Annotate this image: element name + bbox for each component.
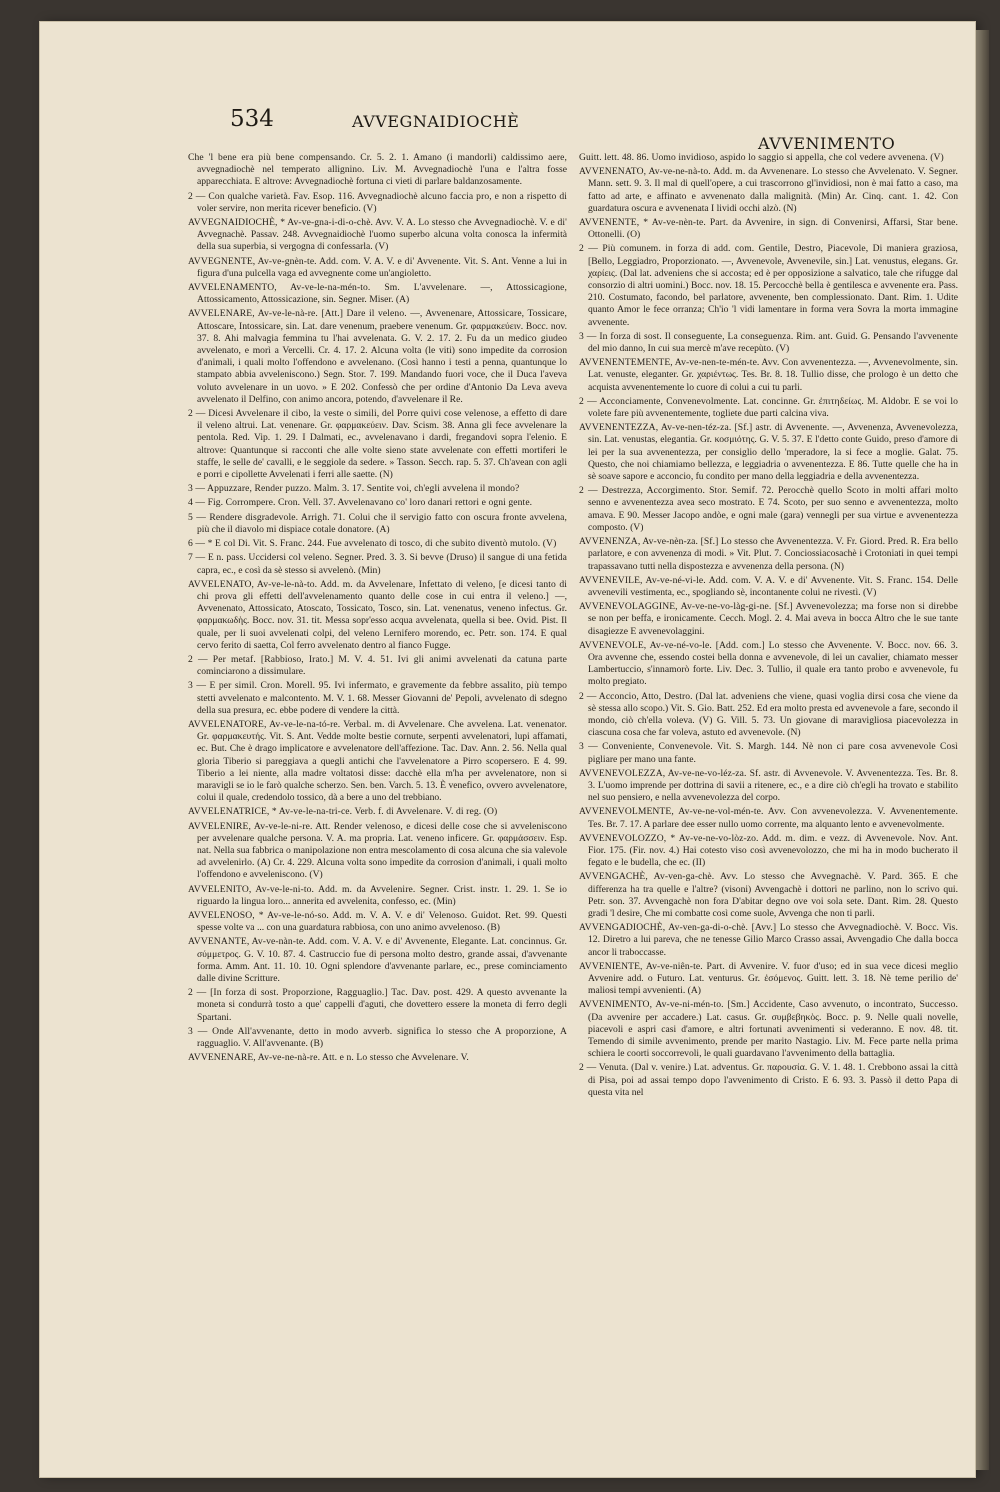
dictionary-entry: AVVENGACHÈ, Av-ven-ga-chè. Avv. Lo stesso che Avvegnachè. V. Pard. 365. E che differenza ha tra quelle e l'altre? (visoni) Avvengachè i dottori ne parlino, non lo scrivo qui. Petr. son. 37. Avvengachè non fora D'abitar degno ove voi sola sete. Dant. Rim. 28. Questo gradi 'l desire, Che mi combatte così come suole, Avvenga che non ti parli. (579, 871, 958, 919)
dictionary-entry: AVVENEVILE, Av-ve-né-vi-le. Add. com. V. A. V. e di' Avvenente. Vit. S. Franc. 154. Delle avvenevili vestimenta, ec., spogliando sè, incontanente colui ne rivestì. (V) (579, 574, 958, 598)
dictionary-entry: AVVENEVOLOZZO, * Av-ve-ne-vo-lòz-zo. Add. m. dim. e vezz. di Avvenevole. Nov. Ant. Fior. 175. (Fir. nov. 4.) Hai cotesto viso così avvenevolozzo, che mi ha in modo bucherato il fegato e le budella, che ec. (II) (579, 832, 958, 869)
dictionary-entry: AVVELENITO, Av-ve-le-ni-to. Add. m. da Avvelenire. Segner. Crist. instr. 1. 29. 1. Se io riguardo la lingua loro... annerita ed avvelenita, confesso, ec. (Min) (188, 883, 567, 907)
dictionary-entry: AVVENIMENTO, Av-ve-ni-mén-to. [Sm.] Accidente, Caso avvenuto, o incontrato, Successo. (Da avvenire per accadere.) Lat. casus. Gr. συμβεβηκὸς. Bocc. p. 9. Nelle quali novelle, piacevoli e aspri casi d'amore, e altri fortunati avvenimenti si vederanno. E nov. 48. tit. Temendo di simile avvenimento, prende per marito Nastagio. Liv. M. Fece parte nella prima schiera le coorti soccorrevoli, le quali guardavano l'avvenimento della battaglia. (579, 999, 958, 1060)
dictionary-entry: AVVELENATORE, Av-ve-le-na-tó-re. Verbal. m. di Avvelenare. Che avvelena. Lat. venenator. Gr. φαρμακευτής. Vit. S. Ant. Vedde molte bestie cornute, serpenti avvelenatori, lupi affamati, ec. But. Che è drago implicatore e avvelenatore dell'affezione. Tac. Dav. Ann. 2. 56. Nella qual gloria Tiberio si pareggiava a quegli antichi che l'avvelenatore a Pirro scopersero. E 4. 99. Tiberio a lei niente, alla madre voltatosi disse: dacchè ella m'ha per avvelenatore, non si maravigli se io le farò qualche scherzo. Sen. ben. Varch. 5. 13. È venefico, ovvero avvelenatore, colui il quale, credendolo tossico, dà a bere a uno del trebbiano. (188, 718, 567, 804)
dictionary-entry: 2 — Con qualche varietà. Fav. Esop. 116. Avvegnadiochè alcuno faccia pro, e non a rispetto di voler servire, non merita ricever beneficio. (V) (188, 190, 567, 214)
dictionary-entry: AVVEGNAIDIOCHÈ, * Av-ve-gna-i-di-o-chè. Avv. V. A. Lo stesso che Avvegnadiochè. V. e di' Avvegnachè. Passav. 248. Avvegnaidiochè l'uomo superbo alcuna volta conosca la infermità della sua superbia, si vergogna di confessarla. (V) (188, 217, 567, 253)
dictionary-entry: AVVENENZA, Av-ve-nèn-za. [Sf.] Lo stesso che Avvenentezza. V. Fr. Giord. Pred. R. Era bello parlatore, e con avvenenza di modi. » Vit. Plut. 7. Conciossiacosachè i Crotoniati in quei tempi trapassavano tutti nella dispostezza e avvenenza della persona. (N) (579, 536, 958, 572)
dictionary-entry: 3 — In forza di sost. Il conseguente, La conseguenza. Rim. ant. Guid. G. Pensando l'avvenente del mio danno, In cui sua mercè m'ave recepùto. (V) (579, 330, 958, 355)
dictionary-entry: AVVEGNENTE, Av-ve-gnèn-te. Add. com. V. A. V. e di' Avvenente. Vit. S. Ant. Venne a lui in figura d'una pulcella vaga ed avvegnente come un'angioletto. (188, 255, 567, 279)
dictionary-entry: 3 — Appuzzare, Render puzzo. Malm. 3. 17. Sentite voi, ch'egli avvelena il mondo? (188, 483, 520, 495)
right-column (579, 152, 958, 1462)
dictionary-entry: AVVELENATO, Av-ve-le-nà-to. Add. m. da Avvelenare, Infettato di veleno, [e dicesi tanto di chi prova gli effetti dell'avvelenamento quanto delle cose in cui entra il veleno.] —, Avvenenato, Attossicato, Atoscato, Tossicato, Tosco, sin. Lat. venenatus, veneno infectus. Gr. φαρμακωδὴς. Bocc. nov. 31. tit. Messa sopr'esso acqua avvelenata, quella si bee. Ovid. Pist. Il quale, per li suoi avvelenati colpi, del veleno Lernifero morendo, ec. Petr. son. 174. E qual cervo ferito di saetta, Col ferro avvelenato dentro al fianco Fugge. (188, 578, 567, 651)
dictionary-entry: AVVENEVOLEZZA, Av-ve-ne-vo-léz-za. Sf. astr. di Avvenevole. V. Avvenentezza. Tes. Br. 8. 3. L'uomo imprende per dottrina di savii a ritenere, ec., e a dire ciò ch'egli ha trovato e stabilito nel suo pensiero, e nella avvenevolezza del corpo. (579, 767, 958, 804)
dictionary-entry: 2 — [In forza di sost. Proporzione, Ragguaglio.] Tac. Dav. post. 429. A questo avvenante la moneta si condurrà tosto a que' cappelli d'aguti, che dovettero essere la moneta di ferro degli Spartani. (188, 987, 567, 1023)
dictionary-entry: 2 — Per metaf. [Rabbioso, Irato.] M. V. 4. 51. Ivi gli animi avvelenati da catuna parte cominciarono a dissimulare. (188, 653, 567, 678)
dictionary-entry: Guitt. lett. 48. 86. Uomo invidioso, aspido lo saggio si appella, che col vedere avvenena. (V) (579, 152, 944, 163)
dictionary-entry: AVVENENTE, * Av-ve-nèn-te. Part. da Avvenire, in sign. di Convenirsi, Affarsi, Star bene. Ottonelli. (O) (579, 217, 958, 241)
dictionary-entry: AVVELENOSO, * Av-ve-le-nó-so. Add. m. V. A. V. e di' Velenoso. Guidot. Ret. 99. Questi spesse volte va ... con una guardatura rabbiosa, con uno animo avvelenoso. (B) (188, 909, 567, 934)
dictionary-entry: 4 — Fig. Corrompere. Cron. Vell. 37. Avvelenavano co' loro danari rettori e ogni gente. (188, 497, 533, 509)
dictionary-entry: 2 — Acconcio, Atto, Destro. (Dal lat. adveniens che viene, quasi voglia dirsi cosa che viene da sè stessa allo scopo.) Vit. S. Gio. Batt. 252. Ed era molto presta ed avvenevole a fare, secondo il mondo, ciò ch'ella voleva. (V) G. Vill. 5. 73. Un giovane di maravigliosa piacevolezza in ciascuna cosa che far voleva, astuto ed avvenevole. (N) (579, 690, 958, 739)
page-number: 534 (230, 106, 274, 132)
dictionary-entry: AVVENGADIOCHÈ, Av-ven-ga-di-o-chè. [Avv.] Lo stesso che Avvegnadiochè. V. Bocc. Vis. 12. Diretro a lui pareva, che ne tenesse Gilio Marco Crasso assai, Avvengadio Che dalla bocca ancor li traboccasse. (579, 922, 958, 958)
dictionary-entry: AVVENENARE, Av-ve-ne-nà-re. Att. e n. Lo stesso che Avvelenare. V. (188, 1052, 469, 1064)
dictionary-entry: AVVELENAMENTO, Av-ve-le-na-mén-to. Sm. L'avvelenare. —, Attossicagione, Attossicamento, Attossicazione, sin. Segner. Miser. (A) (188, 282, 567, 306)
dictionary-entry: AVVENENTEMENTE, Av-ve-nen-te-mén-te. Avv. Con avvenentezza. —, Avvenevolmente, sin. Lat. venuste, eleganter. Gr. χαριέντως. Tes. Br. 8. 18. Tullio disse, che prologo è un detto che acquista avvenentemente lo cuore di colui a cui tu parli. (579, 357, 958, 393)
left-column (188, 152, 567, 1462)
dictionary-page (40, 22, 975, 1477)
dictionary-entry: AVVENENATO, Av-ve-ne-nà-to. Add. m. da Avvenenare. Lo stesso che Avvelenato. V. Segner. Mann. sett. 9. 3. Il mal di quell'opere, a cui trascorrono gl'invidiosi, non è mai fatto a caso, ma fatto ad arte, e affinato e avvenenato dalla malignità. (Min) Ar. Cinq. cant. 1. 42. Con guardatura oscura e avvenenata I lividi occhi alzò. (N) (579, 166, 958, 214)
running-head-right: AVVENIMENTO (758, 134, 896, 153)
dictionary-entry: 2 — Dicesi Avvelenare il cibo, la veste o simili, del Porre quivi cose velenose, a effetto di dare il veleno altrui. Lat. venenare. Gr. φαρμακεύειν. Dav. Scism. 38. Anna gli fece avvelenare la pentola. Red. Vip. 1. 29. I Dalmati, ec., avvelenavano i dardi, fregandovi sopra l'elenio. E altrove: Quantunque si racconti che alle volte sieno state avvelenate con effetti mortiferi le staffe, le selle de' cavalli, e le seggiole da sedere. » Tasson. Secch. rap. 5. 37. Ch'avean con agli e porri e cipollette Avvelenati i ferri alle saette. (N) (188, 408, 567, 481)
dictionary-entry: 6 — * E col Di. Vit. S. Franc. 244. Fue avvelenato di tosco, di che subito diventò mutolo. (V) (188, 538, 557, 550)
dictionary-entry: AVVELENIRE, Av-ve-le-ni-re. Att. Render velenoso, e dicesi delle cose che si avveleniscono per avvelenare qualche persona. V. A. ma propria. Lat. veneno inficere. Gr. φαρμάσσειν. Esp. nat. Nella sua fabbrica o manipolazione non entra mescolamento di cosa alcuna che sia valevole ad avvelenirlo. (A) Cr. 4. 229. Alcuna volta sono impedite da corrosion d'animali, i quali molto l'offendono e avveleniscono. (V) (188, 820, 567, 881)
text-columns (188, 152, 958, 1462)
dictionary-entry: 3 — Conveniente, Convenevole. Vit. S. Margh. 144. Nè non ci pare cosa avvenevole Così pigliare per mano una fante. (579, 741, 958, 765)
dictionary-entry: AVVELENARE, Av-ve-le-nà-re. [Att.] Dare il veleno. —, Avvenenare, Attossicare, Tossicare, Attoscare, Intossicare, sin. Lat. dare venenum, praebere venenum. Gr. φαρμακεύειν. Bocc. nov. 37. 8. Ahi malvagia femmina tu l'hai avvelenata. G. V. 2. 17. 2. Fu da un medico giudeo avvelenato, e morì a Vercelli. Cr. 4. 17. 2. Alcuna volta (le viti) sono impedite da corrosion d'animali, i quali molto l'offendono e avvelenano. (Così hanno i testi a penna, quantunque lo stampato abbia avveleniscono.) Segn. Stor. 7. 199. Mandando fuori voce, che il Duca l'aveva voluto avvelenare in un uovo. » E 202. Confessò che per ordine d'Antonio Da Leva aveva avvelenato il Delfino, con animo ancora, potendo, d'avvelenare il Re. (188, 308, 567, 405)
dictionary-entry: AVVENANTE, Av-ve-nàn-te. Add. com. V. A. V. e di' Avvenente, Elegante. Lat. concinnus. Gr. σύμμετρος. G. V. 10. 87. 4. Castruccio fue di persona molto destro, grande assai, d'avvenante forma. Amm. Ant. 11. 10. 10. Ogni splendore d'avvenante parlare, ec., prese cominciamento dalle divine Scritture. (188, 936, 567, 984)
dictionary-entry: AVVENEVOLE, Av-ve-né-vo-le. [Add. com.] Lo stesso che Avvenente. V. Bocc. nov. 66. 3. Ora avvenne che, essendo costei bella donna e avvenevole, di lei un cavalier, chiamato messer Lambertuccio, s'innamorò forte. Liv. Dec. 3. Tullio, il quale era tanto probo e avvenevole, fu molto pregiato. (579, 639, 958, 688)
dictionary-entry: AVVENIENTE, Av-ve-niên-te. Part. di Avvenire. V. fuor d'uso; ed in sua vece dicesi meglio Avvenire add. o Futuro. Lat. venturus. Gr. ἐσόμενος. Guitt. lett. 3. 18. Nè teme perilio de' maliosi tempi avvenienti. (A) (579, 960, 958, 997)
dictionary-entry: Che 'l bene era più bene compensando. Cr. 5. 2. 1. Amano (i mandorli) caldissimo aere, avvegnadiochè nel temperato allignino. Liv. M. Avvegnadiochè l'una e l'altra fosse apparecchiata. E altrove: Avvegnadiochè fortuna ci vieti di parlare baldanzosamente. (188, 152, 567, 188)
page-header (40, 106, 975, 153)
page-edge-shadow (975, 30, 989, 1470)
dictionary-entry: 3 — Onde All'avvenante, detto in modo avverb. significa lo stesso che A proporzione, A ragguaglio. V. All'avvenante. (B) (188, 1025, 567, 1050)
dictionary-entry: 7 — E n. pass. Uccidersi col veleno. Segner. Pred. 3. 3. Si bevve (Druso) il sangue di una fetida capra, ec., e così da sè stesso si avvelenò. (Min) (188, 552, 567, 576)
dictionary-entry: 2 — Venuta. (Dal v. venire.) Lat. adventus. Gr. παρουσία. G. V. 1. 48. 1. Crebbono assai la città di Pisa, poi ad assai tempo dopo l'avvenimento di Cristo. E 6. 93. 3. Passò il detto Papa di questa vita nel (579, 1062, 958, 1098)
dictionary-entry: 2 — Più comunem. in forza di add. com. Gentile, Destro, Piacevole, Di maniera graziosa, [Bello, Leggiadro, Proporzionato. —, Avvenevole, Avvenevile, sin.] Lat. venustus, elegans. Gr. χαρίεις. (Dal lat. adveniens che si accosta; ed è per opposizione a salvatico, tale che rifugge dal consorzio di altri uomini.) Bocc. nov. 18. 15. Percocchè bella è gentilesca e avvenente era. Pass. 210. Costumato, facondo, bel parlatore, avvenente, ben complessionato. Dant. Rim. 1. Udite quanto Amor le fece orranza; Ch'io 'l vidi lamentare in forma vera Sovra la morta immagine avvenente. (579, 243, 958, 328)
dictionary-entry: AVVENEVOLAGGINE, Av-ve-ne-vo-làg-gi-ne. [Sf.] Avvenevolezza; ma forse non si direbbe se non per beffa, e ironicamente. Cecch. Mogl. 2. 4. Mai aveva in bocca Altro che le sue tante disagiezze E avvenevolaggini. (579, 601, 958, 637)
dictionary-entry: 5 — Rendere disgradevole. Arrigh. 71. Colui che il servigio fatto con oscura fronte avvelena, più che il diavolo mi dispiace cotale donatore. (A) (188, 511, 567, 535)
dictionary-entry: AVVELENATRICE, * Av-ve-le-na-tri-ce. Verb. f. di Avvelenare. V. di reg. (O) (188, 806, 498, 818)
dictionary-entry: 2 — Destrezza, Accorgimento. Stor. Semif. 72. Perocchè quello Scoto in molti affari molto senno e avvenentezza avea seco mostrato. E 74. Scoto, per suo senno e avvenentezza, molto amava. E 90. Messer Jacopo andòe, e ogni male (gara) vennegli per sua virtue e avvenentezza composto. (V) (579, 485, 958, 533)
dictionary-entry: 3 — E per simil. Cron. Morell. 95. Ivi infermato, e gravemente da febbre assalito, più tempo stetti avvelenato e malcontento. M. V. 1. 68. Messer Giovanni de' Pepoli, avvelenato di sdegno della sua presura, ec. ebbe podere di vendere la città. (188, 680, 567, 716)
dictionary-entry: AVVENEVOLMENTE, Av-ve-ne-vol-mén-te. Avv. Con avvenevolezza. V. Avvenentemente. Tes. Br. 7. 17. A parlare dee esser nullo uomo corrente, ma alquanto lento e avvenevolmente. (579, 806, 958, 830)
running-head-left: AVVEGNAIDIOCHÈ (352, 112, 520, 131)
dictionary-entry: AVVENENTEZZA, Av-ve-nen-téz-za. [Sf.] astr. di Avvenente. —, Avvenenza, Avvenevolezza, sin. Lat. venustas, elegantia. Gr. κοσμιότης. G. V. 5. 37. E l'detto conte Guido, preso d'amore di lei per la sua avvenentezza, per consiglio dello 'mperadore, la si fece a moglie. Galat. 75. Questo, che noi chiamiamo bellezza, e leggiadria o avvenentezza. E 86. Tutte quelle che ha in sè soave sapore e acconcio, fu condito per mano della leggiadria e della avvenentezza. (579, 422, 958, 483)
dictionary-entry: 2 — Acconciamente, Convenevolmente. Lat. concinne. Gr. ἐπιτηδείως. M. Aldobr. E se voi lo volete fare più avvenentemente, togliete due parti calcina viva. (579, 395, 958, 420)
